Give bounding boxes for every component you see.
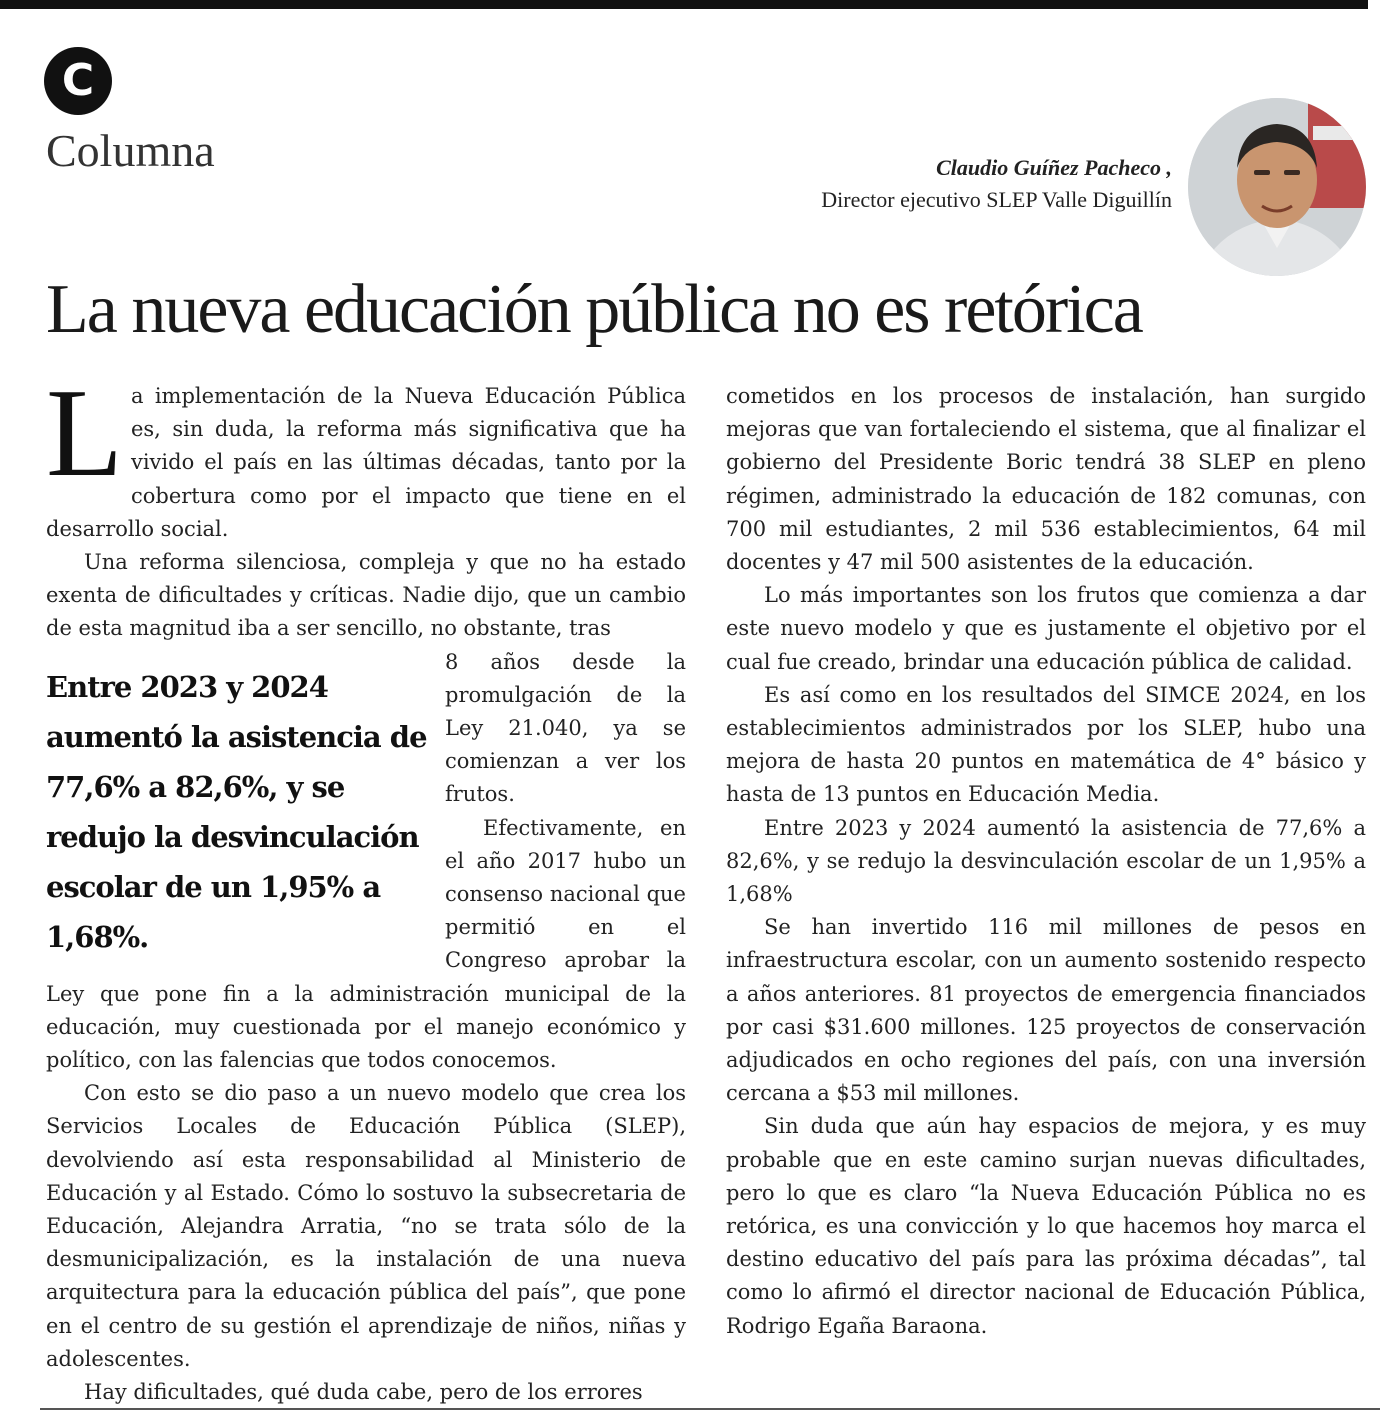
author-photo (1188, 98, 1366, 276)
headline: La nueva educación pública no es retórica (46, 271, 1142, 348)
article-paragraph: cometidos en los procesos de instalación, han surgido mejoras que van fortaleciendo el sistema, que al finalizar el gobierno del Presidente Boric tendrá 38 SLEP en pleno régimen, administrado la educación de 182 comunas, con 700 mil estudiantes, 2 mil 536 establecimientos, 64 mil docentes y 47 mil 500 asistentes de la educación. (726, 384, 1366, 575)
article-paragraph: Efectivamente, en el año 2017 hubo un consenso nacional que permitió en el Congreso aprobar la Ley que pone fin a la administración municipal de la educación, muy cuestionada por el manejo económico y político, con las falencias que todos conocemos. (46, 815, 686, 1073)
article-paragraph: Se han invertido 116 mil millones de pesos en infraestructura escolar, con un aumento sostenido respecto a años anteriores. 81 proyectos de emergencia financiados por casi $31.600 millones. 125 proyectos de conservación adjudicados en ocho regiones del país, con una inversión cercana a $53 mil millones. (726, 915, 1366, 1106)
author-role: Director ejecutivo SLEP Valle Diguillín (821, 187, 1172, 212)
top-rule (0, 0, 1368, 9)
article-column-left (46, 364, 686, 1409)
drop-cap: L (46, 364, 123, 503)
article-paragraph: Es así como en los resultados del SIMCE 2024, en los establecimientos administrados por los SLEP, hubo una mejora de hasta 20 puntos en matemática de 4° básico y hasta de 13 puntos en Educación Media. (726, 682, 1366, 807)
section-label: Columna (46, 125, 215, 176)
article-paragraph: Una reforma silenciosa, compleja y que no ha estado exenta de dificultades y críticas. Nadie dijo, que un cambio de esta magnitud iba a ser sencillo, no obstante, tras (46, 550, 686, 641)
author-portrait-icon (1188, 98, 1366, 276)
article-paragraph: Con esto se dio paso a un nuevo modelo que crea los Servicios Locales de Educación Pública (SLEP), devolviendo así esta responsabilidad al Ministerio de Educación y al Estado. Cómo lo sostuvo la subsecretaria de Educación, Alejandra Arratia, “no se trata sólo de la desmunicipalización, es la instalación de una nueva arquitectura para la educación pública del país”, que pone en el centro de su gestión el aprendizaje de niños, niñas y adolescentes. (46, 1081, 686, 1371)
pull-quote: Entre 2023 y 2024 aumentó la asistencia de 77,6% a 82,6%, y se redujo la desvinculación escolar de un 1,95% a 1,68%. (46, 669, 427, 954)
article-paragraph: Entre 2023 y 2024 aumentó la asistencia de 77,6% a 82,6%, y se redujo la desvinculación escolar de un 1,95% a 1,68% (726, 815, 1366, 907)
article-paragraph: Sin duda que aún hay espacios de mejora, y es muy probable que en este camino surjan nuevas dificultades, pero lo que es claro “la Nueva Educación Pública no es retórica, es una convicción y lo que hacemos hoy marca el destino educativo del país para las próxima décadas”, tal como lo afirmó el director nacional de Educación Pública, Rodrigo Egaña Baraona. (726, 1114, 1366, 1338)
author-byline (821, 152, 1172, 216)
bottom-rule (40, 1408, 1380, 1410)
article-paragraph (46, 364, 686, 546)
article-paragraph: Hay dificultades, qué duda cabe, pero de los errores (84, 1380, 643, 1405)
article-paragraph: Lo más importantes son los frutos que comienza a dar este nuevo modelo y que es justamente el objetivo por el cual fue creado, brindar una educación pública de calidad. (726, 583, 1366, 674)
article-column-right (726, 380, 1366, 1343)
section-badge: C (44, 47, 112, 115)
author-name: Claudio Guíñez Pacheco , (936, 155, 1172, 180)
paragraph-text: a implementación de la Nueva Educación Pública es, sin duda, la reforma más significativa que ha vivido el país en las últimas décadas, tanto por la cobertura como por el impacto que tiene en el desarrollo social. (46, 384, 686, 541)
article-paragraph: 8 años desde la promulgación de la Ley 21.040, ya se comienzan a ver los frutos. (445, 649, 686, 807)
